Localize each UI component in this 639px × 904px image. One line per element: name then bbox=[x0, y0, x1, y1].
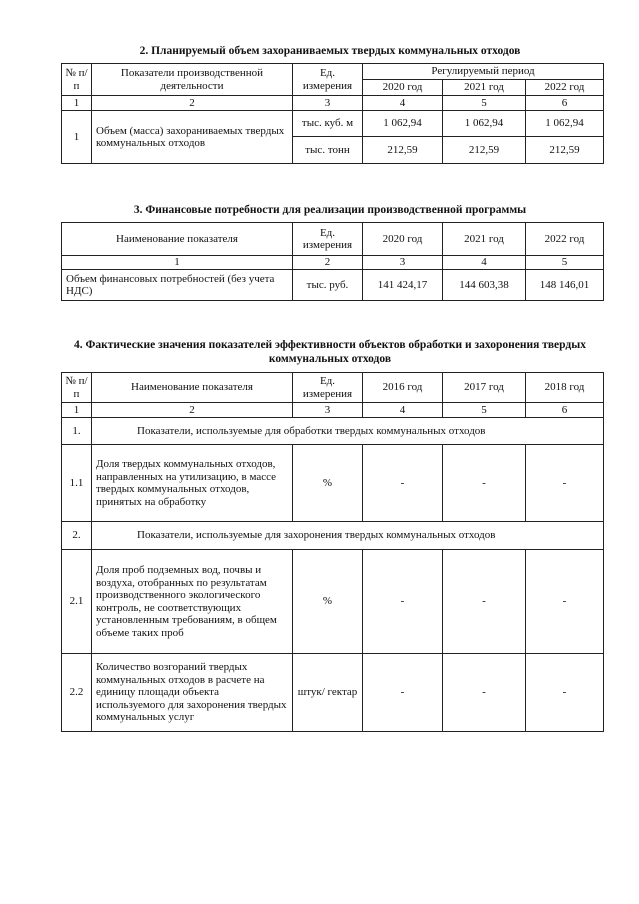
header-year: 2016 год bbox=[363, 373, 443, 403]
row-indicator: Доля твердых коммунальных отходов, направленных на утилизацию, в массе твердых коммунальных отходов, принятых на обработку bbox=[92, 445, 293, 522]
header-indicator: Наименование показателя bbox=[92, 373, 293, 403]
row-unit: штук/ гектар bbox=[293, 654, 363, 732]
index-cell: 1 bbox=[62, 403, 92, 418]
section-4-title: 4. Фактические значения показателей эффективности объектов обработки и захоронения твердых коммунальных отходов bbox=[74, 339, 586, 365]
value-cell: 141 424,17 bbox=[363, 270, 443, 301]
planned-volume-table bbox=[61, 63, 604, 164]
header-unit: Ед. измерения bbox=[293, 373, 363, 403]
row-unit: тыс. тонн bbox=[293, 137, 363, 164]
value-cell: - bbox=[363, 654, 443, 732]
value-cell: 1 062,94 bbox=[443, 111, 526, 137]
row-unit: % bbox=[293, 445, 363, 522]
header-year: 2021 год bbox=[443, 80, 526, 96]
header-unit: Ед. измерения bbox=[293, 223, 363, 256]
header-unit: Ед. измерения bbox=[293, 64, 363, 96]
index-cell: 4 bbox=[443, 256, 526, 270]
group-num: 2. bbox=[62, 522, 92, 550]
row-indicator: Объем финансовых потребностей (без учета НДС) bbox=[62, 270, 293, 301]
header-period: Регулируемый период bbox=[363, 64, 604, 80]
header-indicator: Наименование показателя bbox=[62, 223, 293, 256]
value-cell: - bbox=[526, 550, 604, 654]
header-year: 2017 год bbox=[443, 373, 526, 403]
header-year: 2018 год bbox=[526, 373, 604, 403]
section-2-title: 2. Планируемый объем захораниваемых твердых коммунальных отходов bbox=[139, 45, 521, 57]
index-cell: 3 bbox=[293, 403, 363, 418]
row-unit: тыс. куб. м bbox=[293, 111, 363, 137]
index-cell: 4 bbox=[363, 96, 443, 111]
header-year: 2022 год bbox=[526, 80, 604, 96]
index-cell: 5 bbox=[443, 403, 526, 418]
value-cell: 148 146,01 bbox=[526, 270, 604, 301]
index-cell: 4 bbox=[363, 403, 443, 418]
group-label: Показатели, используемые для обработки твердых коммунальных отходов bbox=[92, 418, 604, 445]
value-cell: - bbox=[443, 550, 526, 654]
row-indicator: Объем (масса) захораниваемых твердых коммунальных отходов bbox=[92, 111, 293, 164]
row-num: 1.1 bbox=[62, 445, 92, 522]
index-cell: 5 bbox=[443, 96, 526, 111]
index-cell: 6 bbox=[526, 96, 604, 111]
value-cell: - bbox=[363, 445, 443, 522]
value-cell: 1 062,94 bbox=[363, 111, 443, 137]
row-unit: % bbox=[293, 550, 363, 654]
header-year: 2020 год bbox=[363, 223, 443, 256]
header-year: 2020 год bbox=[363, 80, 443, 96]
index-cell: 3 bbox=[293, 96, 363, 111]
group-num: 1. bbox=[62, 418, 92, 445]
index-cell: 1 bbox=[62, 256, 293, 270]
header-year: 2021 год bbox=[443, 223, 526, 256]
value-cell: 1 062,94 bbox=[526, 111, 604, 137]
value-cell: 212,59 bbox=[363, 137, 443, 164]
index-cell: 2 bbox=[92, 403, 293, 418]
header-year: 2022 год bbox=[526, 223, 604, 256]
row-num: 2.2 bbox=[62, 654, 92, 732]
row-num: 2.1 bbox=[62, 550, 92, 654]
index-cell: 3 bbox=[363, 256, 443, 270]
index-cell: 2 bbox=[92, 96, 293, 111]
value-cell: - bbox=[526, 445, 604, 522]
row-indicator: Доля проб подземных вод, почвы и воздуха, отобранных по результатам производственного экологического контроль, не соответствующих установленным требованиям, в общем объеме таких проб bbox=[92, 550, 293, 654]
header-num: № п/п bbox=[62, 64, 92, 96]
value-cell: - bbox=[526, 654, 604, 732]
index-cell: 5 bbox=[526, 256, 604, 270]
group-label: Показатели, используемые для захоронения твердых коммунальных отходов bbox=[92, 522, 604, 550]
index-cell: 1 bbox=[62, 96, 92, 111]
value-cell: - bbox=[363, 550, 443, 654]
row-num: 1 bbox=[62, 111, 92, 164]
row-unit: тыс. руб. bbox=[293, 270, 363, 301]
financial-needs-table bbox=[61, 222, 604, 301]
value-cell: 212,59 bbox=[443, 137, 526, 164]
value-cell: 212,59 bbox=[526, 137, 604, 164]
value-cell: - bbox=[443, 445, 526, 522]
value-cell: - bbox=[443, 654, 526, 732]
index-cell: 6 bbox=[526, 403, 604, 418]
header-indicator: Показатели производственной деятельности bbox=[92, 64, 293, 96]
row-indicator: Количество возгораний твердых коммунальных отходов в расчете на единицу площади объекта используемого для захоронения твердых коммунальных услуг bbox=[92, 654, 293, 732]
index-cell: 2 bbox=[293, 256, 363, 270]
section-3-title: 3. Финансовые потребности для реализации производственной программы bbox=[133, 204, 527, 216]
value-cell: 144 603,38 bbox=[443, 270, 526, 301]
efficiency-table bbox=[61, 372, 604, 732]
header-num: № п/п bbox=[62, 373, 92, 403]
